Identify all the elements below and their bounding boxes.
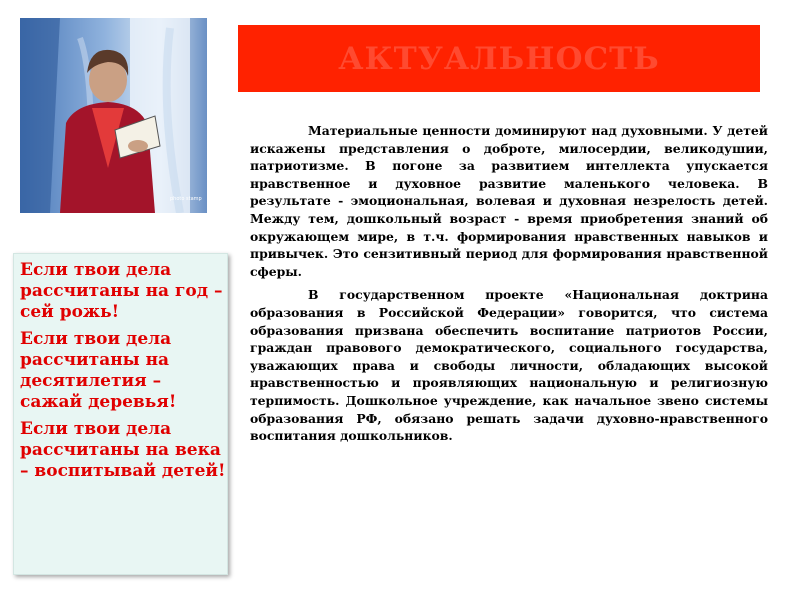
quote-2: Если твои дела рассчитаны на десятилетия – сажай деревья!: [20, 329, 177, 412]
photo-watermark: photo stamp: [170, 196, 202, 202]
paragraph-1: Материальные ценности доминируют над духовными. У детей искажены представления о доброте, милосердии, великодушии, патриотизме. В погоне за развитием интеллекта упускается нравственное и духовное развитие маленького человека. В результате - эмоциональная, волевая и духовная незрелость детей. Между тем, дошкольный возраст - время приобретения знаний об окружающем мире, в т.ч. формирования нравственных навыков и привычек. Это сензитивный период для формирования нравственной сферы.: [250, 123, 768, 279]
main-text: [250, 122, 768, 445]
quote-box: [13, 253, 228, 575]
page-title: АКТУАЛЬНОСТЬ: [338, 40, 660, 77]
quote-1: Если твои дела рассчитаны на год – сей рожь!: [20, 260, 223, 322]
title-banner: [238, 25, 760, 92]
paragraph-2: В государственном проекте «Национальная доктрина образования в Российской Федерации» говорится, что система образования призвана обеспечить воспитание патриотов России, граждан правового демократического, социального государства, уважающих права и свободы личности, обладающих высокой нравственностью и проявляющих национальную и религиозную терпимость. Дошкольное учреждение, как начальное звено системы образования РФ, обязано решать задачи духовно-нравственного воспитания дошкольников.: [250, 287, 768, 444]
teacher-photo: [20, 18, 207, 213]
quote-3: Если твои дела рассчитаны на века – воспитывай детей!: [20, 419, 226, 481]
